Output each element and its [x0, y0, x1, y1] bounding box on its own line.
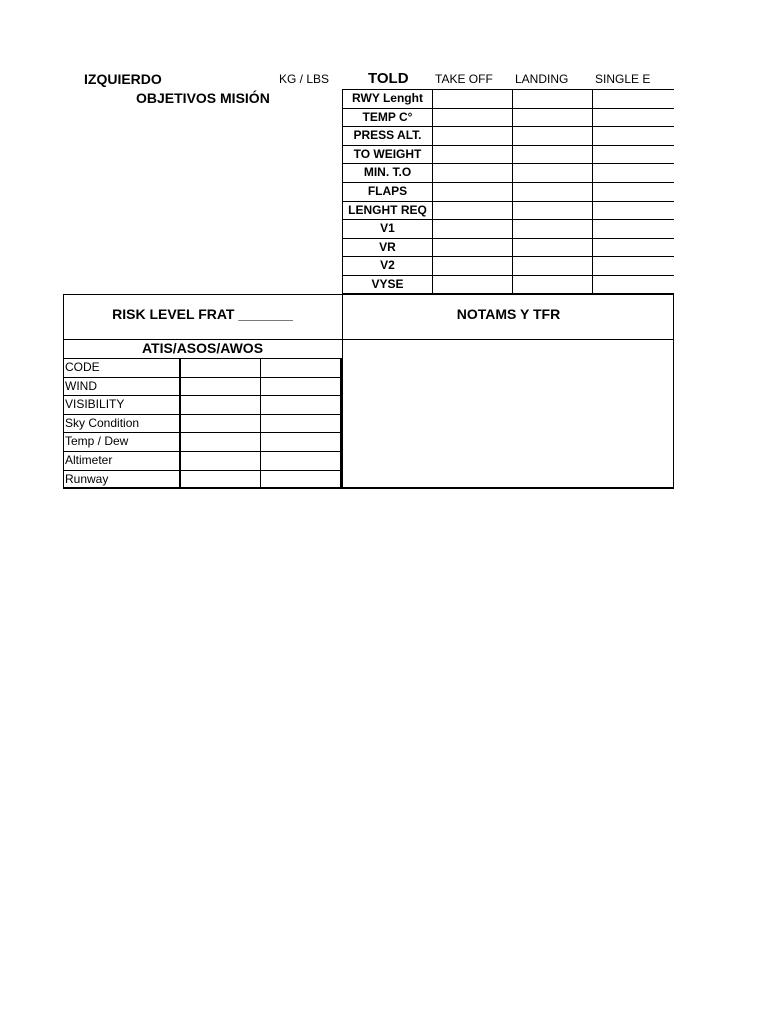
risk-level-frat-label: RISK LEVEL FRAT _______: [112, 306, 293, 322]
told-cell[interactable]: [432, 182, 512, 201]
vertical-divider: [342, 294, 343, 489]
told-cell[interactable]: [592, 238, 674, 257]
told-cell[interactable]: [432, 256, 512, 275]
told-cell[interactable]: [592, 201, 674, 220]
told-row: [342, 126, 674, 145]
atis-row: [63, 414, 342, 433]
told-row: [342, 256, 674, 275]
told-cell[interactable]: [432, 163, 512, 182]
told-row-label: V1: [342, 219, 432, 238]
told-cell[interactable]: [432, 275, 512, 294]
told-cell[interactable]: [512, 163, 592, 182]
atis-cell[interactable]: [261, 432, 342, 451]
told-column-landing: LANDING: [515, 72, 569, 86]
atis-cell[interactable]: [181, 432, 261, 451]
notams-tfr-label: NOTAMS Y TFR: [456, 306, 561, 322]
told-row: [342, 89, 674, 108]
atis-cell[interactable]: [261, 414, 342, 433]
told-cell[interactable]: [592, 182, 674, 201]
told-cell[interactable]: [432, 238, 512, 257]
atis-row: [63, 470, 342, 489]
atis-cell[interactable]: [181, 414, 261, 433]
atis-cell[interactable]: [181, 451, 261, 470]
told-cell[interactable]: [512, 89, 592, 108]
mission-objectives-title: OBJETIVOS MISIÓN: [136, 90, 270, 106]
told-row-label: PRESS ALT.: [342, 126, 432, 145]
told-cell[interactable]: [592, 163, 674, 182]
told-row: [342, 275, 674, 294]
atis-row-label: Sky Condition: [63, 414, 181, 433]
told-row: [342, 182, 674, 201]
told-cell[interactable]: [592, 108, 674, 127]
told-row: [342, 108, 674, 127]
atis-cell[interactable]: [261, 358, 342, 377]
told-row: [342, 163, 674, 182]
told-title: TOLD: [368, 70, 409, 87]
told-cell[interactable]: [432, 89, 512, 108]
told-cell[interactable]: [512, 201, 592, 220]
told-column-single-engine: SINGLE E: [595, 72, 651, 86]
atis-row-label: Altimeter: [63, 451, 181, 470]
told-row-label: RWY Lenght: [342, 89, 432, 108]
told-row-label: TO WEIGHT: [342, 145, 432, 164]
told-row-label: V2: [342, 256, 432, 275]
atis-row-label: Runway: [63, 470, 181, 489]
atis-cell[interactable]: [261, 377, 342, 396]
atis-title: ATIS/ASOS/AWOS: [141, 340, 264, 356]
told-cell[interactable]: [592, 126, 674, 145]
atis-cell[interactable]: [261, 470, 342, 489]
atis-row: [63, 395, 342, 414]
atis-cell[interactable]: [261, 395, 342, 414]
told-row-label: VR: [342, 238, 432, 257]
told-cell[interactable]: [592, 275, 674, 294]
told-row-label: TEMP C°: [342, 108, 432, 127]
told-cell[interactable]: [512, 219, 592, 238]
atis-cell[interactable]: [181, 377, 261, 396]
atis-cell[interactable]: [261, 451, 342, 470]
atis-row-label: Temp / Dew: [63, 432, 181, 451]
told-row: [342, 145, 674, 164]
told-cell[interactable]: [512, 145, 592, 164]
told-cell[interactable]: [432, 145, 512, 164]
told-cell[interactable]: [592, 89, 674, 108]
told-cell[interactable]: [512, 182, 592, 201]
atis-row: [63, 432, 342, 451]
told-cell[interactable]: [512, 275, 592, 294]
told-row: [342, 238, 674, 257]
told-cell[interactable]: [592, 145, 674, 164]
atis-row-label: CODE: [63, 358, 181, 377]
units-label: KG / LBS: [279, 72, 330, 86]
told-row-label: FLAPS: [342, 182, 432, 201]
atis-cell[interactable]: [181, 395, 261, 414]
told-table: [342, 89, 674, 294]
told-row-label: MIN. T.O: [342, 163, 432, 182]
told-cell[interactable]: [512, 238, 592, 257]
atis-table: [63, 358, 342, 488]
told-cell[interactable]: [592, 256, 674, 275]
told-row-label: VYSE: [342, 275, 432, 294]
told-cell[interactable]: [512, 126, 592, 145]
atis-row: [63, 358, 342, 377]
atis-cell[interactable]: [181, 358, 261, 377]
atis-row-label: WIND: [63, 377, 181, 396]
atis-row-label: VISIBILITY: [63, 395, 181, 414]
told-row: [342, 219, 674, 238]
told-cell[interactable]: [432, 219, 512, 238]
told-row-label: LENGHT REQ: [342, 201, 432, 220]
told-cell[interactable]: [432, 201, 512, 220]
told-row: [342, 201, 674, 220]
told-column-take-off: TAKE OFF: [435, 72, 493, 86]
atis-row: [63, 377, 342, 396]
told-cell[interactable]: [432, 126, 512, 145]
told-cell[interactable]: [512, 256, 592, 275]
told-cell[interactable]: [512, 108, 592, 127]
atis-cell[interactable]: [181, 470, 261, 489]
told-cell[interactable]: [432, 108, 512, 127]
left-title: IZQUIERDO: [84, 71, 162, 87]
atis-row: [63, 451, 342, 470]
told-cell[interactable]: [592, 219, 674, 238]
